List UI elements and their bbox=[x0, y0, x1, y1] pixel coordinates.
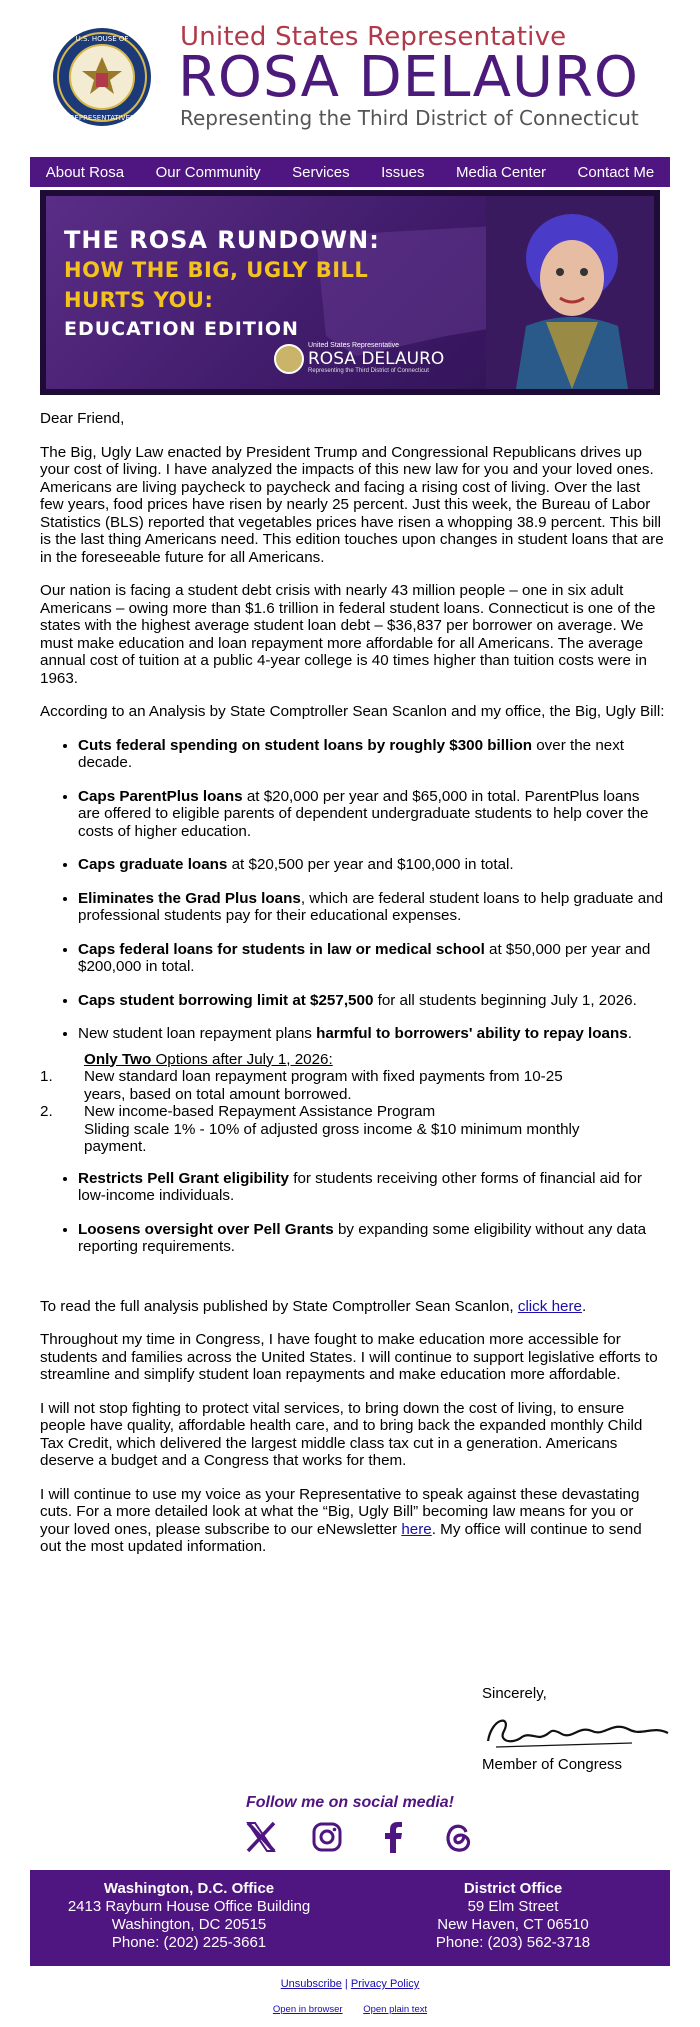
header-name: ROSA DELAURO bbox=[178, 45, 639, 110]
footer-links: Unsubscribe | Privacy Policy bbox=[280, 1978, 420, 1990]
district-office: District Office 59 Elm Street New Haven, CT 06510 Phone: (203) 562-3718 bbox=[435, 1880, 591, 1951]
banner-inner bbox=[46, 196, 654, 389]
greeting: Dear Friend, bbox=[40, 410, 125, 427]
svg-text:REPRESENTATIVES: REPRESENTATIVES bbox=[69, 114, 135, 122]
list-item: • Cuts federal spending on student loans by roughly $300 billion over the next decade. bbox=[78, 737, 665, 772]
nav-bar bbox=[30, 157, 670, 187]
list-item: • Caps student borrowing limit at $257,500 for all students beginning July 1, 2026. bbox=[78, 992, 665, 1010]
list-item: • Caps federal loans for students in law or medical school at $50,000 per year and $200,000 in total. bbox=[78, 941, 665, 976]
footer-offices bbox=[30, 1870, 670, 1966]
list-item: • Eliminates the Grad Plus loans, which are federal student loans to help graduate and professional students pay for their educational expenses. bbox=[78, 890, 665, 925]
banner-seal-icon bbox=[274, 344, 304, 374]
option-1: 1. New standard loan repayment program with fixed payments from 10-25 years, based on total amount borrowed. bbox=[40, 1068, 563, 1103]
banner-logo-small: United States Representative bbox=[308, 342, 400, 349]
list-item: • Caps ParentPlus loans at $20,000 per year and $65,000 in total. ParentPlus loans are offered to eligible parents of dependent undergraduate students to help cover the costs of higher education. bbox=[78, 788, 665, 841]
open-plain-text-link[interactable]: Open plain text bbox=[363, 2004, 428, 2015]
banner-logo-name: ROSA DELAURO bbox=[308, 349, 445, 369]
privacy-policy-link[interactable]: Privacy Policy bbox=[350, 1978, 420, 1990]
view-links bbox=[30, 2004, 670, 2015]
facebook-icon[interactable] bbox=[372, 1816, 414, 1858]
subscribe-link[interactable]: here bbox=[401, 1520, 432, 1538]
letter-body bbox=[40, 410, 665, 1572]
nav-contact-me[interactable]: Contact Me bbox=[577, 163, 655, 181]
list-item: • Loosens oversight over Pell Grants by expanding some eligibility without any data reporting requirements. bbox=[78, 1221, 665, 1256]
sincerely: Sincerely, bbox=[482, 1685, 547, 1702]
nav-issues[interactable]: Issues bbox=[381, 163, 425, 181]
pell-list bbox=[40, 1170, 665, 1256]
instagram-icon[interactable] bbox=[306, 1816, 348, 1858]
nav-about-rosa[interactable]: About Rosa bbox=[45, 163, 125, 181]
open-in-browser-link[interactable]: Open in browser bbox=[272, 2004, 343, 2015]
paragraph-5: Throughout my time in Congress, I have fought to make education more accessible for students and families across the United States. I will continue to support legislative efforts to streamline and simplify student loan repayments and make education more affordable. bbox=[40, 1331, 658, 1383]
social-icons bbox=[240, 1815, 480, 1859]
header-subtitle: United States Representative bbox=[180, 22, 567, 52]
list-item: • Caps graduate loans at $20,500 per year and $100,000 in total. bbox=[78, 856, 665, 874]
dc-office: Washington, D.C. Office 2413 Rayburn House Office Building Washington, DC 20515 Phone: (202) 225-3661 bbox=[67, 1880, 311, 1951]
banner-title: THE ROSA RUNDOWN: bbox=[64, 226, 380, 254]
threads-icon[interactable] bbox=[438, 1816, 480, 1858]
header bbox=[30, 0, 670, 150]
banner-line1: HOW THE BIG, UGLY BILL bbox=[64, 258, 369, 282]
portrait-photo bbox=[486, 196, 654, 389]
analysis-link[interactable]: click here bbox=[517, 1297, 582, 1315]
rundown-banner bbox=[40, 190, 660, 395]
nav-our-community[interactable]: Our Community bbox=[155, 163, 261, 181]
repayment-options bbox=[40, 1051, 665, 1156]
member-of-congress: Member of Congress bbox=[482, 1756, 623, 1773]
paragraph-3: According to an Analysis by State Comptroller Sean Scanlon and my office, the Big, Ugly Bill: bbox=[40, 703, 665, 720]
paragraph-2: Our nation is facing a student debt crisis with nearly 43 million people – one in six adult Americans – owing more than $1.6 trillion in federal student loans. Connecticut is one of the states with the highest average student loan debt – $36,837 per borrower on average. We must make education and loan repayment more affordable for all Americans. The average annual cost of tuition at a public 4-year college is 40 times higher than tuition costs were in 1963. bbox=[40, 582, 656, 687]
paragraph-6: I will not stop fighting to protect vital services, to bring down the cost of living, to ensure people have quality, affordable health care, and to bring back the expanded monthly Child Tax Credit, which delivered the largest middle class tax cut in a generation. Americans deserve a budget and a Congress that works for them. bbox=[40, 1399, 643, 1469]
bill-impacts-list bbox=[40, 737, 665, 1043]
unsubscribe-link[interactable]: Unsubscribe bbox=[280, 1978, 342, 1990]
signature-image bbox=[482, 1707, 682, 1757]
svg-text:U.S. HOUSE OF: U.S. HOUSE OF bbox=[75, 35, 129, 43]
options-heading: Only Two Options after July 1, 2026: bbox=[84, 1050, 333, 1068]
house-seal-icon bbox=[52, 27, 152, 127]
paragraph-4: To read the full analysis published by State Comptroller Sean Scanlon, click here. bbox=[40, 1297, 587, 1315]
nav-media-center[interactable]: Media Center bbox=[455, 163, 547, 181]
banner-line2: HURTS YOU: bbox=[64, 288, 214, 312]
nav-services[interactable]: Services bbox=[292, 163, 350, 181]
paragraph-7: I will continue to use my voice as your Representative to speak against these devastating cuts. For a more detailed look at what the “Big, Ugly Bill” becoming law means for you or your loved ones, please subscribe to our eNewsletter here. My office will continue to send out the most updated information. bbox=[40, 1485, 642, 1555]
list-item: • New student loan repayment plans harmful to borrowers' ability to repay loans. bbox=[78, 1025, 665, 1043]
banner-logo-tag: Representing the Third District of Connecticut bbox=[308, 368, 429, 374]
list-item: • Restricts Pell Grant eligibility for students receiving other forms of financial aid for low-income individuals. bbox=[78, 1170, 665, 1205]
header-tagline: Representing the Third District of Connecticut bbox=[180, 106, 639, 130]
banner-edition: EDUCATION EDITION bbox=[64, 318, 299, 340]
option-2: 2. New income-based Repayment Assistance Program Sliding scale 1% - 10% of adjusted gross income & $10 minimum monthly payment. bbox=[40, 1103, 580, 1155]
x-icon[interactable] bbox=[240, 1816, 282, 1858]
social-heading: Follow me on social media! bbox=[245, 1794, 455, 1811]
paragraph-1: The Big, Ugly Law enacted by President Trump and Congressional Republicans drives up your cost of living. I have analyzed the impacts of this new law for you and your loved ones. Americans are living paycheck to paycheck and facing a rising cost of living. Over the last few years, food prices have risen by nearly 25 percent. Just this week, the Bureau of Labor Statistics (BLS) reported that vegetables prices have risen a whopping 38.9 percent. This bill is the last thing Americans need. This edition touches upon changes in student loans that are in the foreseeable future for all Americans. bbox=[40, 443, 664, 566]
